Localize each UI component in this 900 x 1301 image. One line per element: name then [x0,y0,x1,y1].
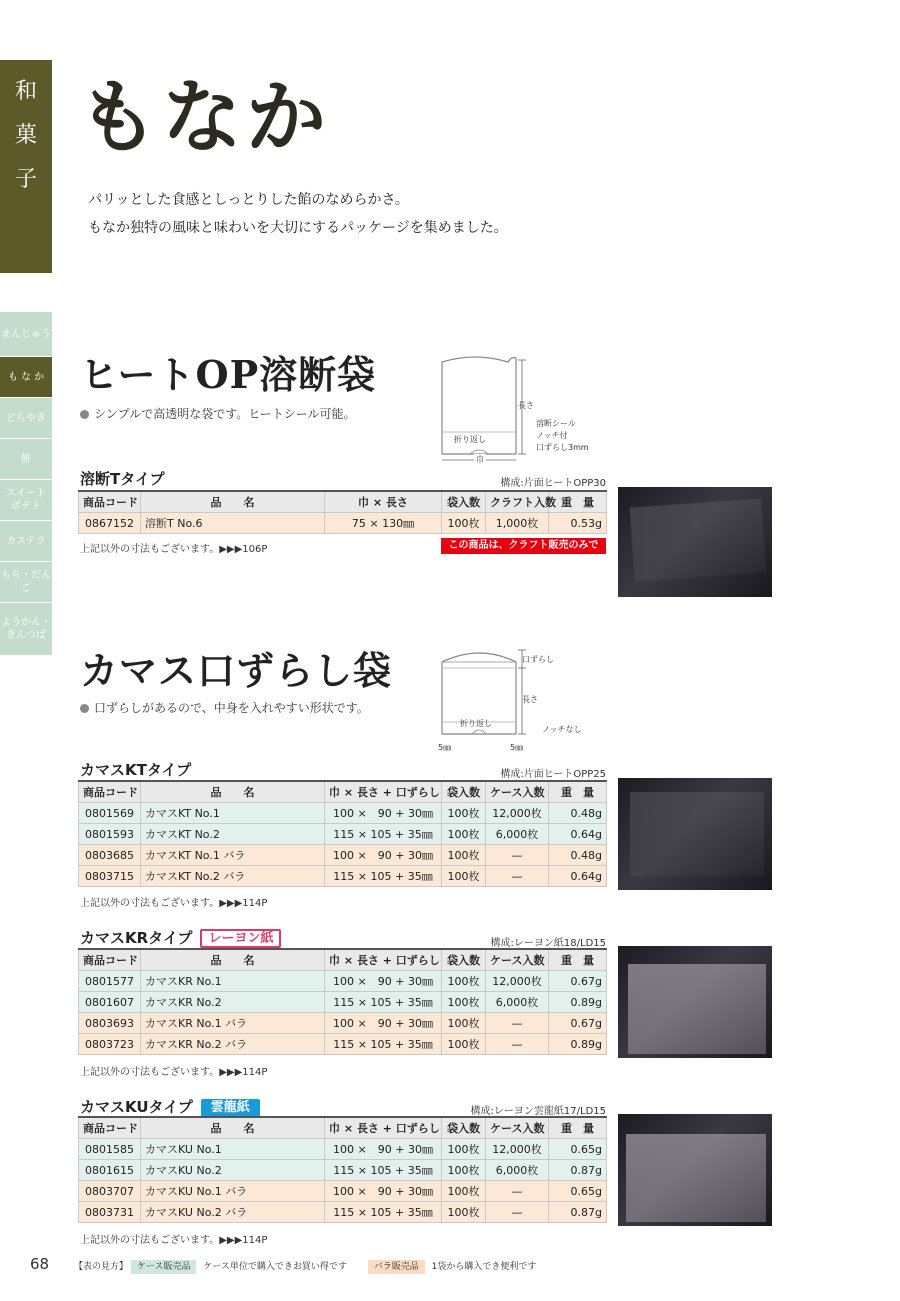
code-cell: 0801569 [79,803,141,824]
table-header-row [79,1117,607,1139]
weight-cell: 0.67g [549,1013,607,1034]
material-tag: レーヨン紙 [200,929,281,948]
header-cell: ケース入数 [486,949,549,971]
bag-sheet [630,498,767,581]
table-title-text: カマスKRタイプ [80,929,193,947]
header-cell: 品 名 [141,1117,325,1139]
table-row [79,1202,607,1223]
spec-table [78,1116,607,1223]
kraft-only-notice: この商品は、クラフト販売のみです。 [441,538,606,554]
table-row [79,1160,607,1181]
pack-count-cell: 12,000枚 [486,803,549,824]
size-note: 上記以外の寸法もございます。▶▶▶106P [80,544,268,555]
legend-case-swatch: ケース販売品 [131,1260,197,1274]
sidebar-item-sweet-potato[interactable] [0,480,52,520]
length-label: 長さ [522,695,538,704]
header-cell: 巾 × 長さ [325,491,442,513]
size-note: 上記以外の寸法もございます。▶▶▶114P [80,1235,268,1246]
pack-count-cell: — [486,1013,549,1034]
pack-count-cell: — [486,845,549,866]
spec-table [78,780,607,887]
code-cell: 0803715 [79,866,141,887]
name-cell: カマスKT No.2 バラ [141,866,325,887]
header-cell: 袋入数 [442,781,486,803]
name-cell: カマスKU No.1 バラ [141,1181,325,1202]
sidebar-item-label: スイート ポテト [6,488,46,512]
bullet-icon [80,410,89,419]
weight-cell: 0.48g [549,803,607,824]
pack-count-cell: 6,000枚 [486,992,549,1013]
table-title-text: カマスKUタイプ [80,1098,193,1116]
pack-count-cell: — [486,1181,549,1202]
sidebar-item-label: どらやき [6,412,46,424]
table-title-text: カマスKTタイプ [80,761,192,779]
sidebar-item-yokan[interactable] [0,603,52,655]
header-cell: 重 量 [549,949,607,971]
sidebar-item-manju[interactable] [0,312,52,356]
table-row [79,824,607,845]
size-cell: 115 × 105 + 35㎜ [325,1034,442,1055]
code-cell: 0801615 [79,1160,141,1181]
size-cell: 75 × 130㎜ [325,513,442,534]
header-cell: 商品コード [79,781,141,803]
product-photo [618,946,772,1058]
pack-count-cell: — [486,1034,549,1055]
bag-count-cell: 100枚 [442,1013,486,1034]
composition-text: 構成:レーヨン紙18/LD15 [490,938,606,949]
header-cell: 巾 × 長さ + 口ずらし [325,1117,442,1139]
weight-cell: 0.89g [549,992,607,1013]
header-cell: 巾 × 長さ + 口ずらし [325,781,442,803]
code-cell: 0803707 [79,1181,141,1202]
table-row [79,992,607,1013]
section-description [80,405,356,422]
bag-sheet [628,964,766,1054]
sidebar-item-dorayaki[interactable] [0,398,52,438]
bag-count-cell: 100枚 [442,866,486,887]
name-cell: カマスKR No.2 バラ [141,1034,325,1055]
size-cell: 100 × 90 + 30㎜ [325,845,442,866]
section-title: ヒートOP溶断袋 [80,352,377,397]
legend-bara-swatch: バラ販売品 [368,1260,425,1274]
table-title [80,927,281,948]
bag-count-cell: 100枚 [442,1034,486,1055]
bag-diagram [430,348,605,473]
name-cell: 溶断T No.6 [141,513,325,534]
offset-label: 口ずらし3mm [536,443,589,452]
weight-cell: 0.64g [549,824,607,845]
table-title [80,759,191,780]
notch-label: ノッチ付 [536,431,568,440]
pack-count-cell: — [486,866,549,887]
table-row [79,971,607,992]
header-cell: クラフト入数 [486,491,549,513]
table-row [79,803,607,824]
margin-label: 5㎜ [438,743,452,752]
size-cell: 100 × 90 + 30㎜ [325,1181,442,1202]
name-cell: カマスKT No.1 [141,803,325,824]
product-photo [618,778,772,890]
bag-count-cell: 100枚 [442,992,486,1013]
bullet-icon [80,704,89,713]
size-cell: 115 × 105 + 35㎜ [325,1160,442,1181]
header-cell: 袋入数 [442,949,486,971]
sidebar-item-label: も な か [7,371,45,383]
bag-count-cell: 100枚 [442,845,486,866]
weight-cell: 0.65g [549,1139,607,1160]
table-row [79,513,607,534]
category-char: 菓 [14,123,37,148]
legend-label: 【表の見方】 [74,1262,129,1272]
table-header-row [79,949,607,971]
weight-cell: 0.64g [549,866,607,887]
page-number: 68 [30,1255,50,1273]
bag-sheet [630,792,764,876]
bag-count-cell: 100枚 [442,1181,486,1202]
pack-count-cell: 12,000枚 [486,1139,549,1160]
sidebar-item-label: まんじゅう [1,328,51,340]
page-title: もなか [78,70,330,164]
composition-text: 構成:片面ヒートOPP25 [500,769,606,780]
bag-count-cell: 100枚 [442,824,486,845]
size-cell: 100 × 90 + 30㎜ [325,1013,442,1034]
code-cell: 0801585 [79,1139,141,1160]
category-char: 和 [14,79,37,104]
sidebar-item-label: 餅 [21,453,31,465]
table-row [79,845,607,866]
table-row [79,1181,607,1202]
table-header-row [79,781,607,803]
code-cell: 0801607 [79,992,141,1013]
code-cell: 0803731 [79,1202,141,1223]
header-cell: 重 量 [549,1117,607,1139]
sidebar-item-mochi[interactable] [0,439,52,479]
size-cell: 115 × 105 + 35㎜ [325,992,442,1013]
bag-count-cell: 100枚 [442,803,486,824]
header-cell: ケース入数 [486,781,549,803]
product-photo [618,487,772,597]
header-cell: 商品コード [79,491,141,513]
size-note: 上記以外の寸法もございます。▶▶▶114P [80,1067,268,1078]
bag-count-cell: 100枚 [442,1160,486,1181]
table-title: 溶断Tタイプ [80,470,165,488]
intro-line: もなか独特の風味と味わいを大切にするパッケージを集めました。 [88,220,508,236]
width-label: 巾 [476,455,484,464]
length-label: 長さ [518,401,534,410]
size-cell: 115 × 105 + 35㎜ [325,824,442,845]
legend [74,1259,536,1272]
legend-bara-desc: 1袋から購入でき便利です [431,1262,537,1272]
code-cell: 0801577 [79,971,141,992]
table-row [79,1034,607,1055]
size-cell: 100 × 90 + 30㎜ [325,971,442,992]
composition-text: 構成:片面ヒートOPP30 [500,478,606,489]
pack-count-cell: 1,000枚 [486,513,549,534]
sidebar-item-label: ようかん・ きんつば [1,617,51,641]
header-cell: 品 名 [141,781,325,803]
sidebar-item-castella[interactable] [0,521,52,561]
category-band [0,60,52,273]
code-cell: 0803723 [79,1034,141,1055]
weight-cell: 0.48g [549,845,607,866]
section-description [80,699,369,716]
size-note: 上記以外の寸法もございます。▶▶▶114P [80,898,268,909]
pack-count-cell: 6,000枚 [486,824,549,845]
product-photo [618,1114,772,1226]
spec-table [78,948,607,1055]
weight-cell: 0.89g [549,1034,607,1055]
code-cell: 0867152 [79,513,141,534]
code-cell: 0803685 [79,845,141,866]
name-cell: カマスKR No.1 バラ [141,1013,325,1034]
bag-outline-icon [430,642,605,754]
name-cell: カマスKT No.2 [141,824,325,845]
fold-label: 折り返し [460,719,492,728]
pack-count-cell: 6,000枚 [486,1160,549,1181]
weight-cell: 0.87g [549,1160,607,1181]
size-cell: 115 × 105 + 35㎜ [325,866,442,887]
table-title [80,1096,260,1117]
pack-count-cell: 12,000枚 [486,971,549,992]
table-row [79,1139,607,1160]
bag-count-cell: 100枚 [442,971,486,992]
bag-count-cell: 100枚 [442,1202,486,1223]
sidebar-item-mochi-dango[interactable] [0,562,52,602]
sidebar-item-label: もち・だんご [1,570,51,594]
weight-cell: 0.67g [549,971,607,992]
description-text: シンプルで高透明な袋です。ヒートシール可能。 [94,407,356,421]
size-cell: 100 × 90 + 30㎜ [325,803,442,824]
weight-cell: 0.87g [549,1202,607,1223]
bag-sheet [626,1134,766,1222]
name-cell: カマスKU No.2 [141,1160,325,1181]
name-cell: カマスKU No.1 [141,1139,325,1160]
description-text: 口ずらしがあるので、中身を入れやすい形状です。 [94,701,369,715]
pack-count-cell: — [486,1202,549,1223]
table-row [79,866,607,887]
table-header-row [79,491,607,513]
notch-label: ノッチなし [542,725,582,734]
bag-diagram [430,642,605,754]
table-row [79,1013,607,1034]
bag-count-cell: 100枚 [442,1139,486,1160]
header-cell: 品 名 [141,949,325,971]
size-cell: 100 × 90 + 30㎜ [325,1139,442,1160]
margin-label: 5㎜ [510,743,524,752]
fold-label: 折り返し [454,435,486,444]
intro-line: パリッとした食感としっとりした餡のなめらかさ。 [88,192,409,208]
offset-label: 口ずらし [522,655,554,664]
header-cell: 重 量 [549,491,607,513]
name-cell: カマスKT No.1 バラ [141,845,325,866]
material-tag: 雲龍紙 [201,1099,260,1117]
weight-cell: 0.65g [549,1181,607,1202]
header-cell: 商品コード [79,949,141,971]
section-title: カマス口ずらし袋 [80,648,393,693]
header-cell: 袋入数 [442,1117,486,1139]
header-cell: ケース入数 [486,1117,549,1139]
sidebar-item-monaka[interactable] [0,357,52,397]
sidebar-item-label: カステラ [6,535,46,547]
weight-cell: 0.53g [549,513,607,534]
header-cell: 袋入数 [442,491,486,513]
code-cell: 0803693 [79,1013,141,1034]
header-cell: 品 名 [141,491,325,513]
composition-text: 構成:レーヨン雲龍紙17/LD15 [470,1106,606,1117]
name-cell: カマスKR No.1 [141,971,325,992]
category-char: 子 [14,167,37,192]
bag-count-cell: 100枚 [442,513,486,534]
size-cell: 115 × 105 + 35㎜ [325,1202,442,1223]
header-cell: 重 量 [549,781,607,803]
header-cell: 商品コード [79,1117,141,1139]
name-cell: カマスKR No.2 [141,992,325,1013]
spec-table [78,490,607,534]
header-cell: 巾 × 長さ + 口ずらし [325,949,442,971]
legend-case-desc: ケース単位で購入できお買い得です [203,1262,347,1272]
code-cell: 0801593 [79,824,141,845]
seal-label: 溶断シール [536,419,576,428]
name-cell: カマスKU No.2 バラ [141,1202,325,1223]
